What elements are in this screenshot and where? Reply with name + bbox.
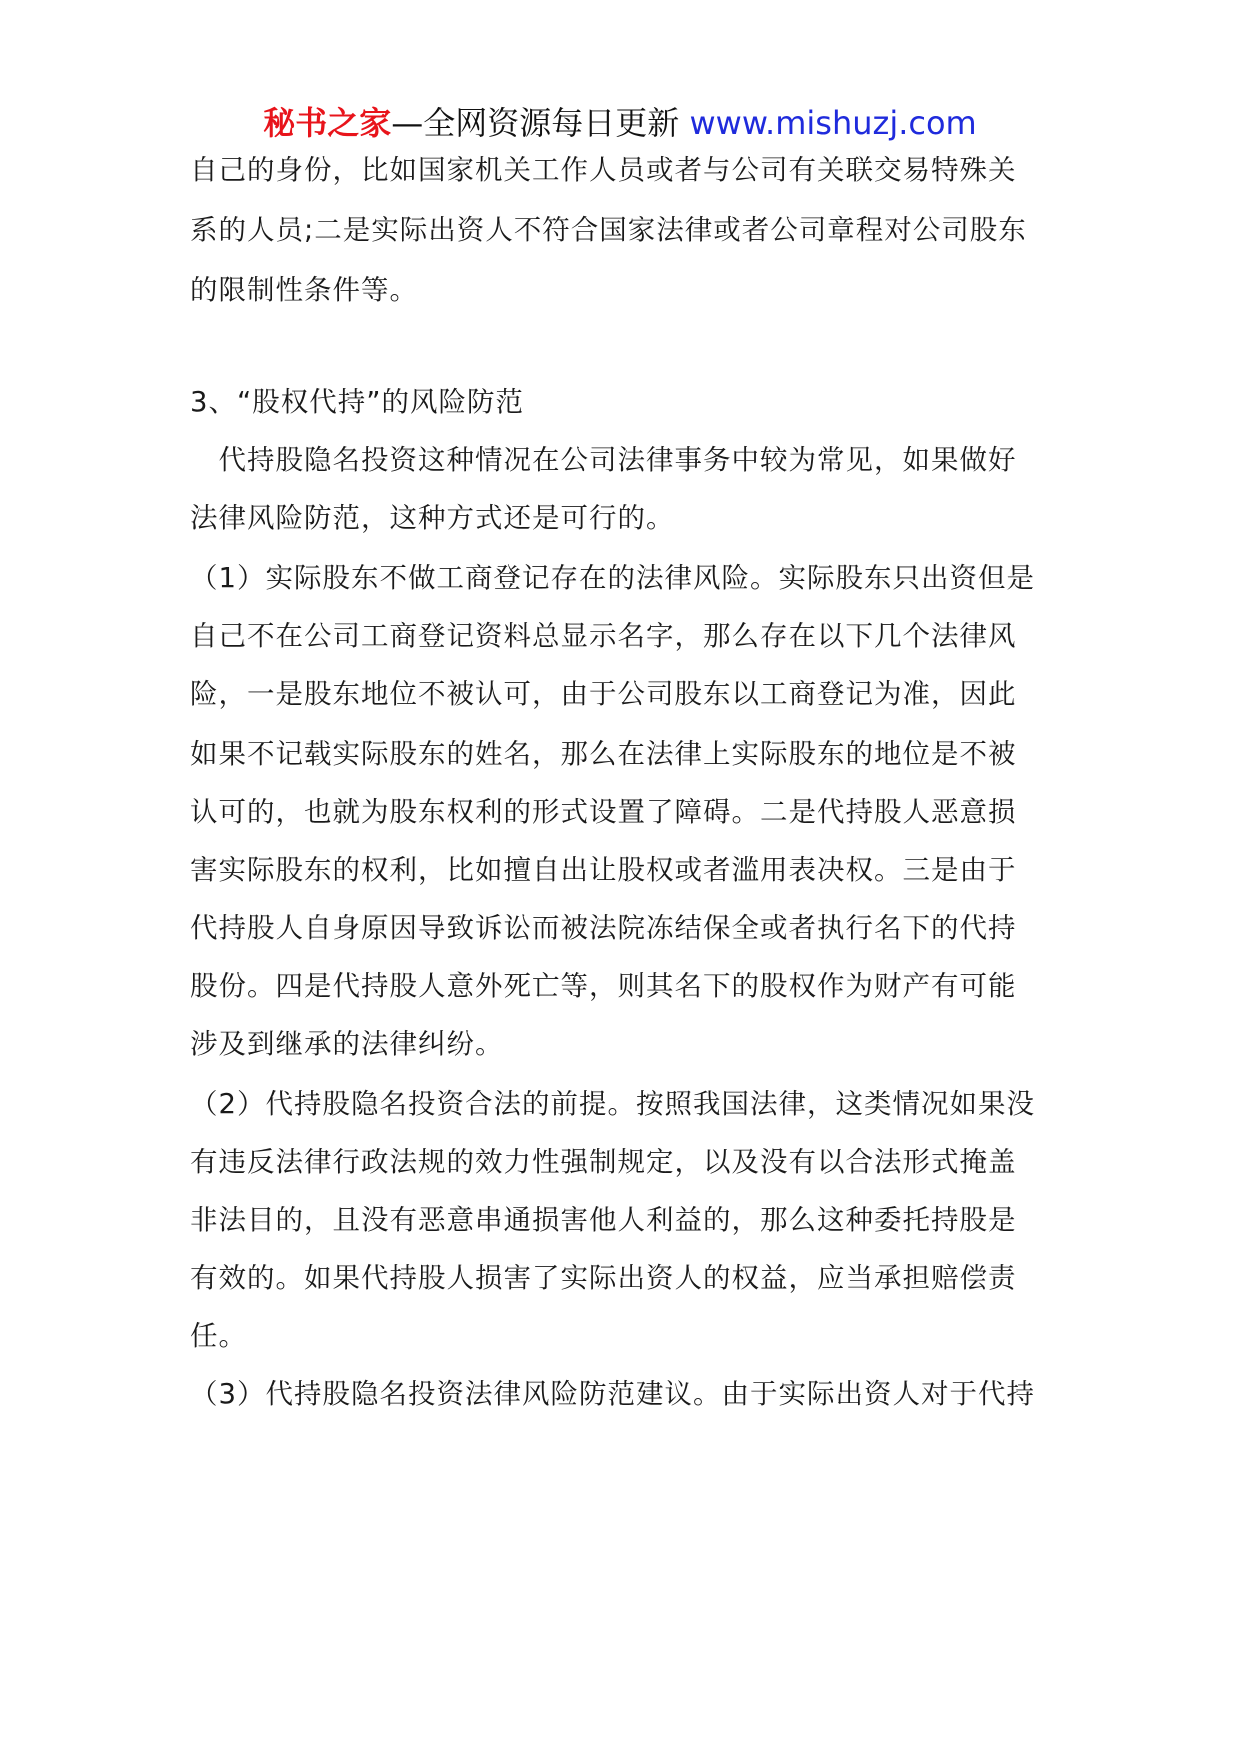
body-line: 股份。四是代持股人意外死亡等，则其名下的股权作为财产有可能 [190,970,1017,1002]
body-line: 涉及到继承的法律纠纷。 [190,1028,504,1060]
body-line: 代持股人自身原因导致诉讼而被法院冻结保全或者执行名下的代持 [190,912,1017,944]
body-line: 自己的身份，比如国家机关工作人员或者与公司有关联交易特殊关 [190,154,1017,186]
body-line: 的限制性条件等。 [190,274,418,306]
body-line: 系的人员;二是实际出资人不符合国家法律或者公司章程对公司股东 [190,214,1027,246]
body-line: 法律风险防范，这种方式还是可行的。 [190,502,675,534]
site-brand-name: 秘书之家 [263,104,392,142]
body-line: 代持股隐名投资这种情况在公司法律事务中较为常见，如果做好 [190,444,1017,476]
body-line: 害实际股东的权利，比如擅自出让股权或者滥用表决权。三是由于 [190,854,1017,886]
site-tagline: —全网资源每日更新 [391,104,680,142]
body-line: （3）代持股隐名投资法律风险防范建议。由于实际出资人对于代持 [190,1378,1035,1410]
body-line: 如果不记载实际股东的姓名，那么在法律上实际股东的地位是不被 [190,738,1017,770]
body-line: （2）代持股隐名投资合法的前提。按照我国法律，这类情况如果没 [190,1088,1035,1120]
body-line: 认可的，也就为股东权利的形式设置了障碍。二是代持股人恶意损 [190,796,1017,828]
section-heading: 3、“股权代持”的风险防范 [190,386,524,418]
body-line: （1）实际股东不做工商登记存在的法律风险。实际股东只出资但是 [190,562,1035,594]
site-url-link[interactable]: www.mishuzj.com [689,104,977,142]
body-line: 险，一是股东地位不被认可，由于公司股东以工商登记为准，因此 [190,678,1017,710]
body-line: 自己不在公司工商登记资料总显示名字，那么存在以下几个法律风 [190,620,1017,652]
body-line: 非法目的，且没有恶意串通损害他人利益的，那么这种委托持股是 [190,1204,1017,1236]
body-line: 有效的。如果代持股人损害了实际出资人的权益，应当承担赔偿责 [190,1262,1017,1294]
body-line: 有违反法律行政法规的效力性强制规定，以及没有以合法形式掩盖 [190,1146,1017,1178]
body-line: 任。 [190,1320,247,1352]
